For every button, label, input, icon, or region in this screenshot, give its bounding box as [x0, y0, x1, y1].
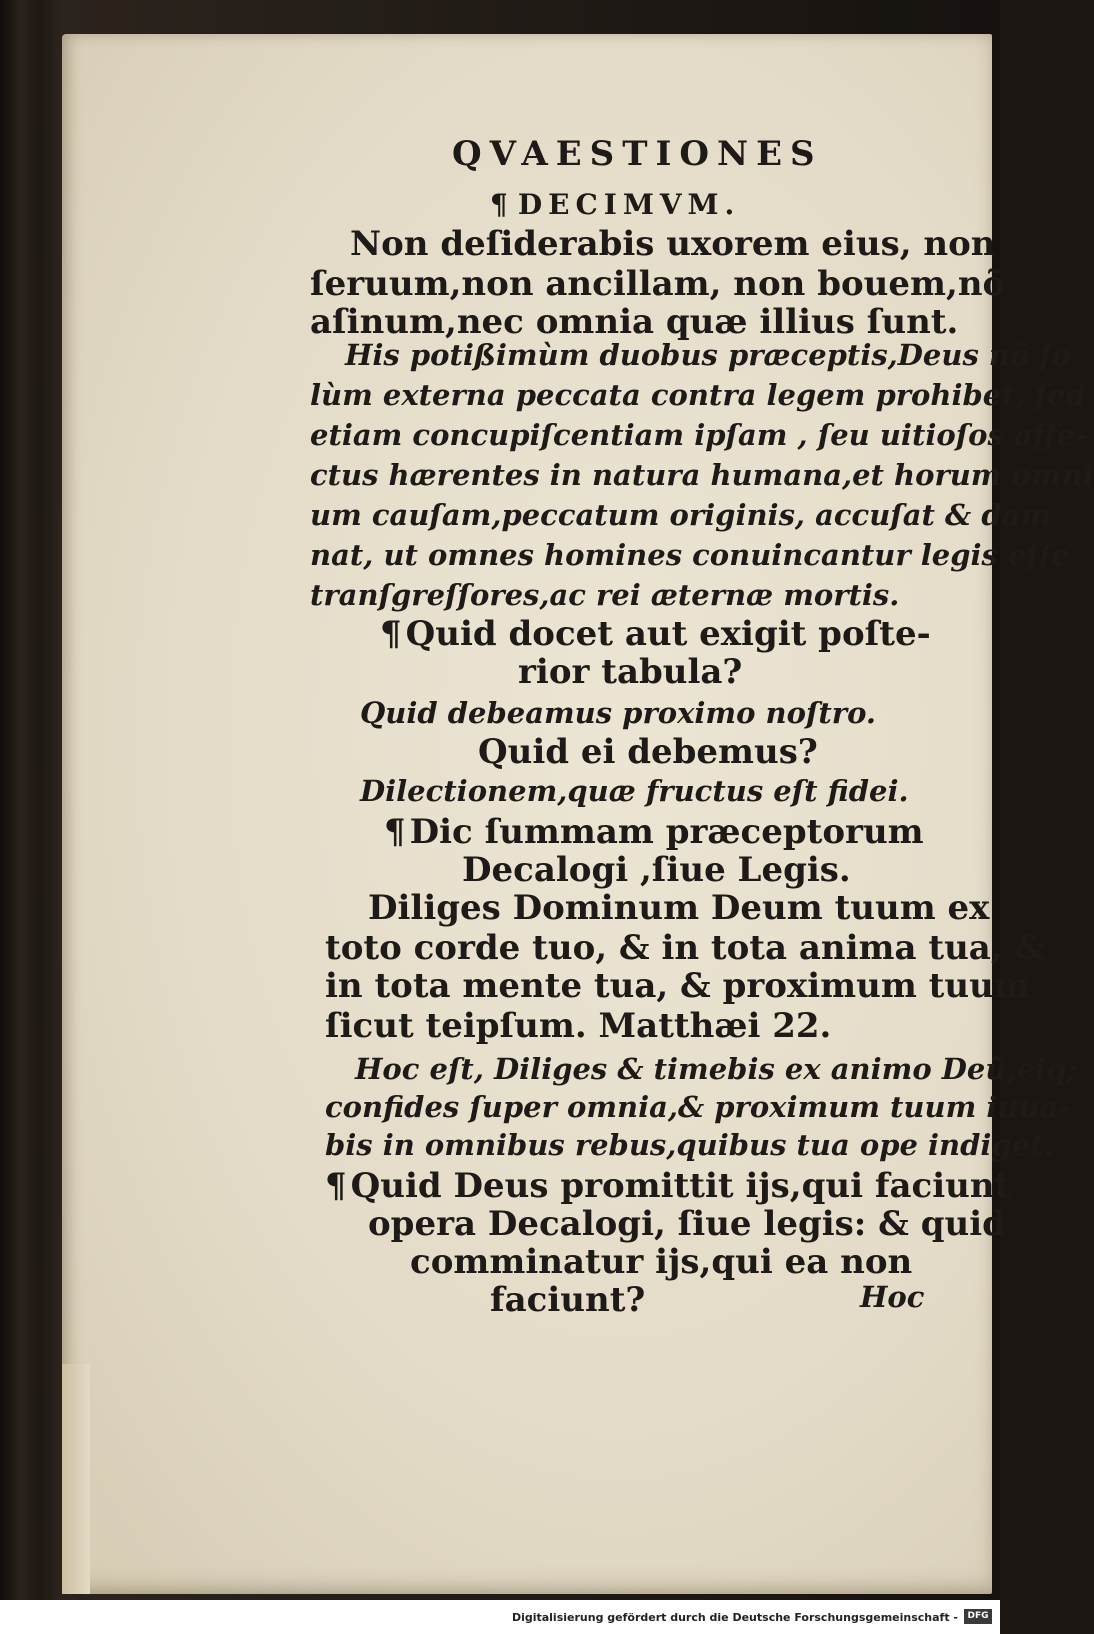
footer-credit: Digitalisierung gefördert durch die Deutsche Forschungsgemeinschaft -: [511, 1611, 958, 1624]
commentary2-line-2: confides ſuper omnia,& proximum tuum iuua-: [325, 1090, 1071, 1124]
running-title: QVAESTIONES: [452, 134, 823, 174]
commandment-line-2: ſeruum,non ancillam, non bouem,nõ: [310, 264, 1006, 304]
question-3-text: Dic ſummam præceptorum: [409, 812, 924, 852]
question-4-text: Quid Deus promittit ijs,qui faciunt: [350, 1166, 1011, 1206]
question-2: Quid ei debemus?: [478, 732, 818, 772]
answer-2: Dilectionem,quæ fructus eſt fidei.: [360, 774, 909, 808]
question-1-line-1: [380, 614, 931, 654]
commandment-line-1: Non deſiderabis uxorem eius, non: [350, 224, 996, 264]
section-label: DECIMVM.: [517, 188, 741, 221]
commentary1-line-1: His potißimùm duobus præceptis,Deus nõ ſo: [345, 338, 1072, 372]
commentary1-line-3: etiam concupiſcentiam ipſam , ſeu uitioſos affe-: [310, 418, 1088, 452]
question-3-line-2: Decalogi ,ſiue Legis.: [462, 850, 851, 890]
summary-line-3: in tota mente tua, & proximum tuum: [325, 966, 1030, 1006]
question-1-line-2: rior tabula?: [518, 652, 743, 692]
summary-line-4: ſicut teipſum. Matthæi 22.: [325, 1006, 832, 1046]
page-fold-shadow: [62, 1364, 90, 1594]
commandment-line-3: aſinum,nec omnia quæ illius ſunt.: [310, 302, 959, 342]
pilcrow-icon: ¶: [325, 1166, 347, 1206]
question-3-line-1: [384, 812, 924, 852]
summary-line-2: toto corde tuo, & in tota anima tua, &: [325, 928, 1046, 968]
question-4-line-1: [325, 1166, 1010, 1206]
pilcrow-icon: ¶: [490, 188, 514, 221]
question-4-line-4: faciunt?: [490, 1280, 646, 1320]
commentary1-line-6: nat, ut omnes homines conuincantur legis eſſe: [310, 538, 1070, 572]
question-1-text: Quid docet aut exigit poſte-: [405, 614, 931, 654]
dfg-logo: DFG: [964, 1609, 992, 1624]
commentary2-line-1: Hoc eſt, Diliges & timebis ex animo Deũ,eiq;: [355, 1052, 1077, 1086]
commentary1-line-7: tranſgreſſores,ac rei æternæ mortis.: [310, 578, 900, 612]
pilcrow-icon: ¶: [384, 812, 406, 852]
pilcrow-icon: ¶: [380, 614, 402, 654]
commentary1-line-4: ctus hærentes in natura humana,et horum omni: [310, 458, 1094, 492]
question-4-line-3: comminatur ijs,qui ea non: [410, 1242, 913, 1282]
question-4-line-2: opera Decalogi, ſiue legis: & quid: [368, 1204, 1006, 1244]
commentary1-line-2: lùm externa peccata contra legem prohibet, ſed: [310, 378, 1086, 412]
commentary2-line-3: bis in omnibus rebus,quibus tua ope indiget.: [325, 1128, 1054, 1162]
section-heading: [490, 188, 740, 221]
answer-1: Quid debeamus proximo noſtro.: [360, 696, 877, 730]
catchword: Hoc: [860, 1280, 925, 1314]
commentary1-line-5: um cauſam,peccatum originis, accuſat & dam: [310, 498, 1052, 532]
summary-line-1: Diliges Dominum Deum tuum ex: [368, 888, 990, 928]
